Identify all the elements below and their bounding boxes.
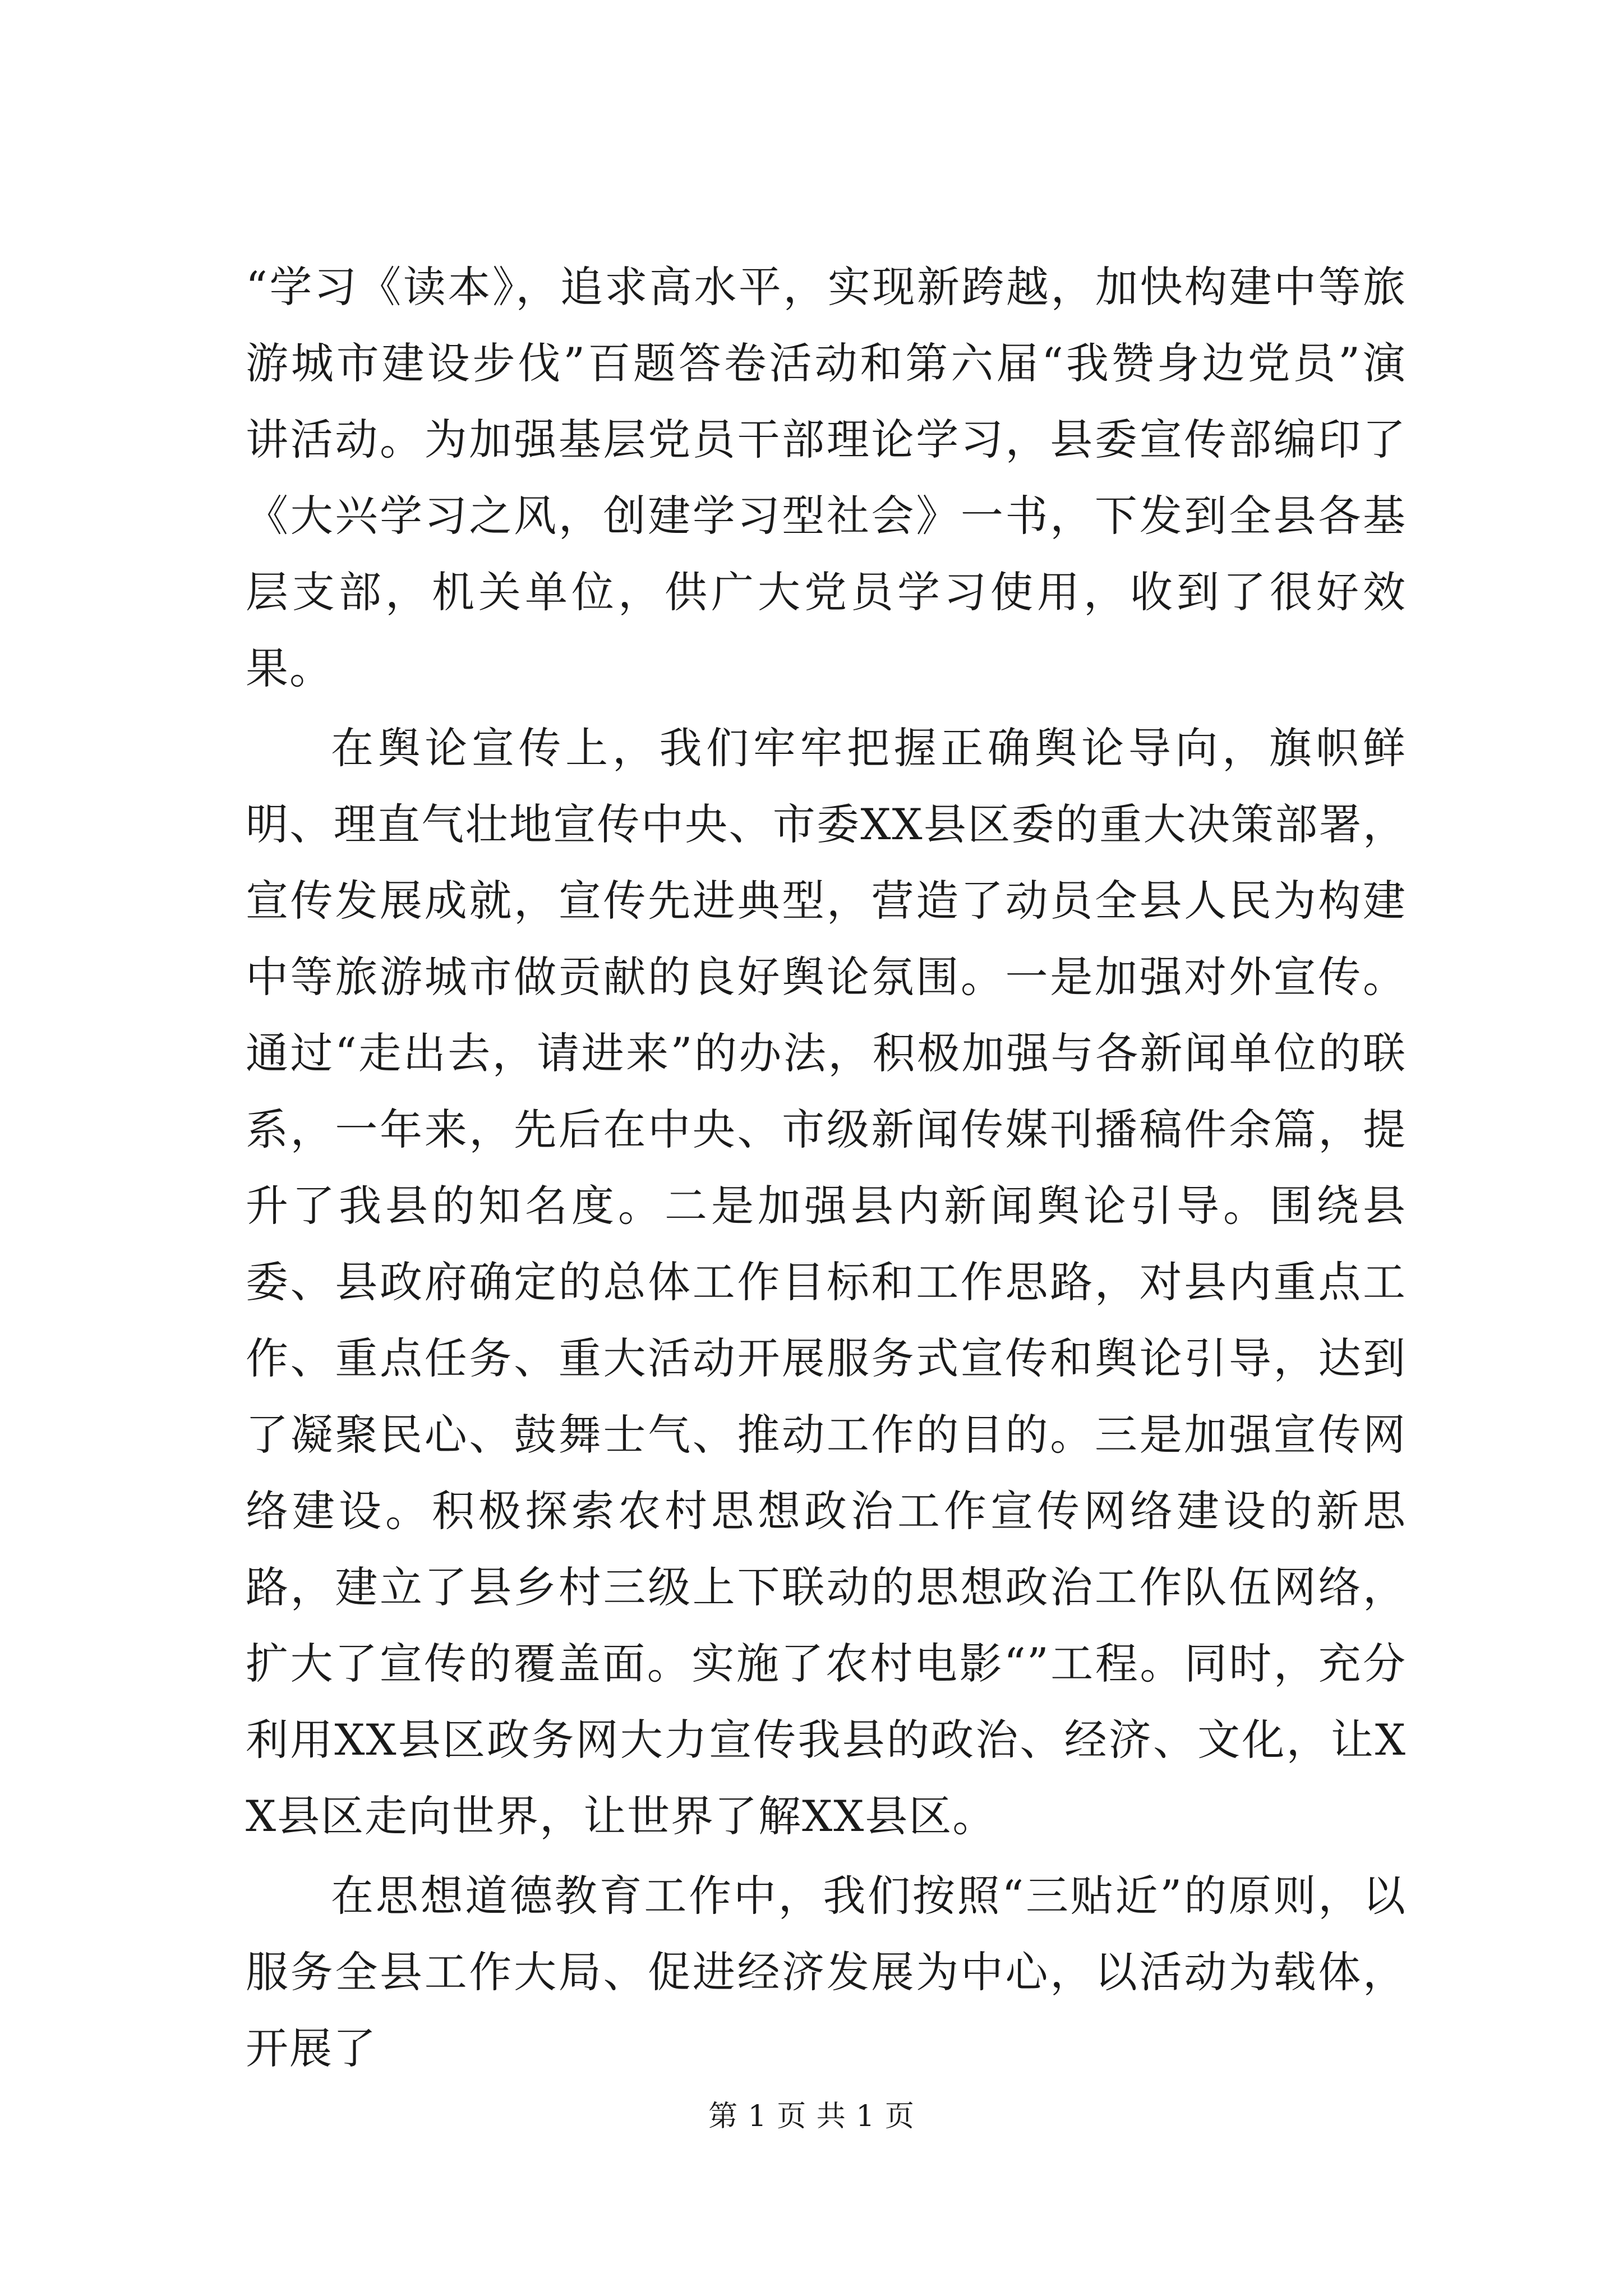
paragraph-3: 在思想道德教育工作中，我们按照“三贴近”的原则，以服务全县工作大局、促进经济发展为中心，以活动为载体，开展了 — [246, 1871, 1407, 2073]
document-body — [246, 249, 1407, 2087]
page-footer: 第 1 页 共 1 页 — [708, 2100, 915, 2133]
paragraph-1: “学习《读本》，追求高水平，实现新跨越，加快构建中等旅游城市建设步伐”百题答卷活动和第六届“我赞身边党员”演讲活动。为加强基层党员干部理论学习，县委宣传部编印了《大兴学习之风，创建学习型社会》一书，下发到全县各基层支部，机关单位，供广大党员学习使用，收到了很好效果。 — [246, 262, 1407, 693]
paragraph-2: 在舆论宣传上，我们牢牢把握正确舆论导向，旗帜鲜明、理直气壮地宣传中央、市委XX县区委的重大决策部署，宣传发展成就，宣传先进典型，营造了动员全县人民为构建中等旅游城市做贡献的良好舆论氛围。一是加强对外宣传。通过“走出去，请进来”的办法，积极加强与各新闻单位的联系，一年来，先后在中央、市级新闻传媒刊播稿件余篇，提升了我县的知名度。二是加强县内新闻舆论引导。围绕县委、县政府确定的总体工作目标和工作思路，对县内重点工作、重点任务、重大活动开展服务式宣传和舆论引导，达到了凝聚民心、鼓舞士气、推动工作的目的。三是加强宣传网络建设。积极探索农村思想政治工作宣传网络建设的新思路，建立了县乡村三级上下联动的思想政治工作队伍网络，扩大了宣传的覆盖面。实施了农村电影“”工程。同时，充分利用XX县区政务网大力宣传我县的政治、经济、文化，让XX县区走向世界，让世界了解XX县区。 — [246, 723, 1407, 1841]
